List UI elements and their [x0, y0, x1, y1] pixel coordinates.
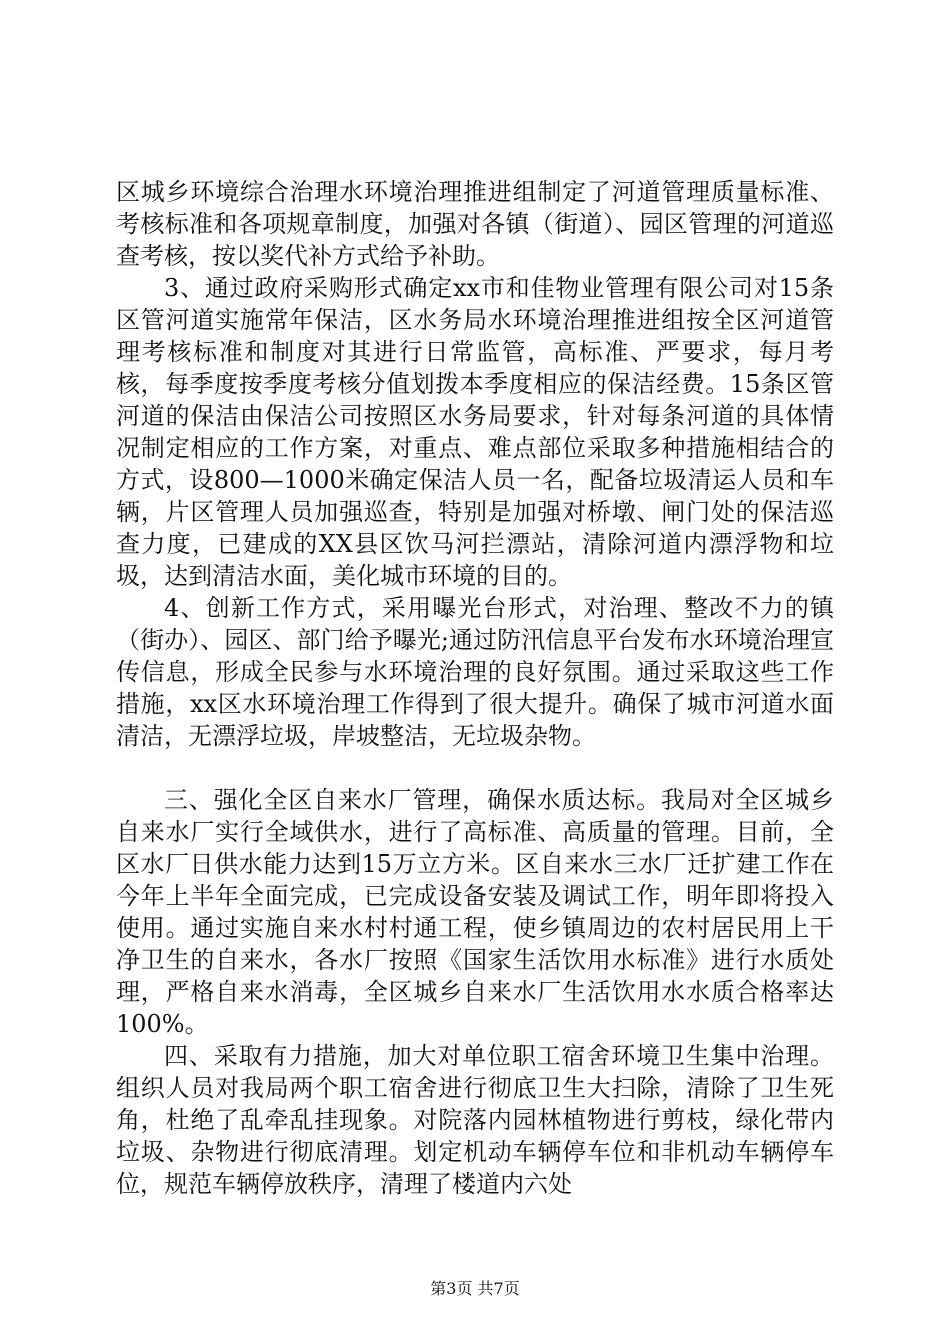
paragraph-section-3: 三、强化全区自来水厂管理，确保水质达标。我局对全区城乡自来水厂实行全域供水，进行了高标准、高质量的管理。目前，全区水厂日供水能力达到15万立方米。区自来水三水厂迁扩建工作在今年上半年全面完成，已完成设备安装及调试工作，明年即将投入使用。通过实施自来水村村通工程，使乡镇周边的农村居民用上干净卫生的自来水，各水厂按照《国家生活饮用水标准》进行水质处理，严格自来水消毒，全区城乡自来水厂生活饮用水水质合格率达100%。	[116, 786, 834, 1038]
page-number-footer: 第3页 共7页	[430, 1279, 520, 1298]
paragraph-continuation: 区城乡环境综合治理水环境治理推进组制定了河道管理质量标准、考核标准和各项规章制度，加强对各镇（街道）、园区管理的河道巡查考核，按以奖代补方式给予补助。	[116, 178, 834, 270]
paragraph-section-4: 四、采取有力措施，加大对单位职工宿舍环境卫生集中治理。组织人员对我局两个职工宿舍进行彻底卫生大扫除，清除了卫生死角，杜绝了乱牵乱挂现象。对院落内园林植物进行剪枝，绿化带内垃圾、杂物进行彻底清理。划定机动车辆停车位和非机动车辆停车位，规范车辆停放秩序，清理了楼道内六处	[116, 1042, 834, 1198]
paragraph-item-4: 4、创新工作方式，采用曝光台形式，对治理、整改不力的镇（街办）、园区、部门给予曝光;通过防汛信息平台发布水环境治理宣传信息，形成全民参与水环境治理的良好氛围。通过采取这些工作措施，xx区水环境治理工作得到了很大提升。确保了城市河道水面清洁，无漂浮垃圾，岸坡整洁，无垃圾杂物。	[116, 594, 834, 750]
paragraph-item-3: 3、通过政府采购形式确定xx市和佳物业管理有限公司对15条区管河道实施常年保洁，区水务局水环境治理推进组按全区河道管理考核标准和制度对其进行日常监管，高标准、严要求，每月考核，每季度按季度考核分值划拨本季度相应的保洁经费。15条区管河道的保洁由保洁公司按照区水务局要求，针对每条河道的具体情况制定相应的工作方案，对重点、难点部位采取多种措施相结合的方式，设800—1000米确定保洁人员一名，配备垃圾清运人员和车辆，片区管理人员加强巡查，特别是加强对桥墩、闸门处的保洁巡查力度，已建成的XX县区饮马河拦漂站，清除河道内漂浮物和垃圾，达到清洁水面，美化城市环境的目的。	[116, 274, 834, 590]
document-body	[116, 176, 834, 1200]
